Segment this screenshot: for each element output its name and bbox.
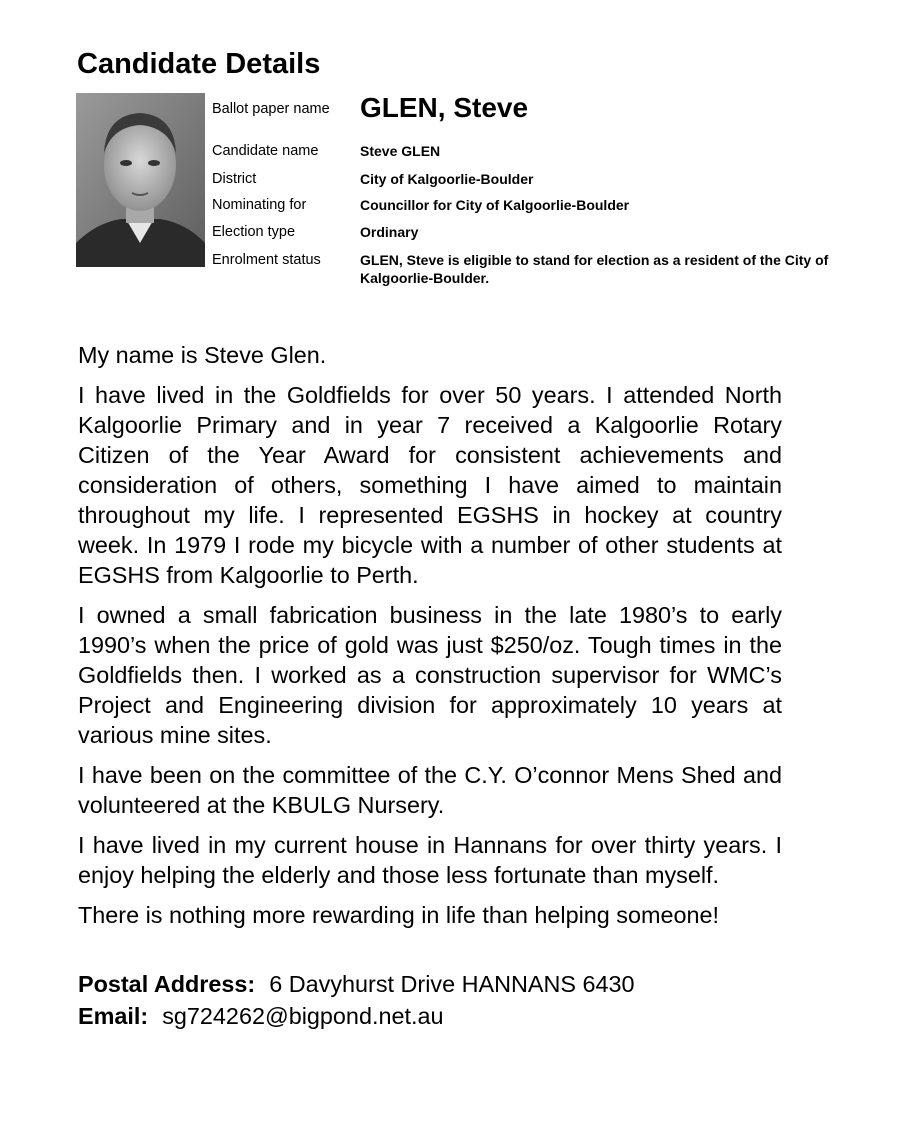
election-type-label: Election type [212,224,296,240]
ballot-name-label: Ballot paper name [212,101,330,117]
email-value[interactable]: sg724262@bigpond.net.au [162,1003,444,1029]
postal-address-label: Postal Address: [78,971,256,997]
candidate-photo [76,93,205,267]
bio-paragraph: My name is Steve Glen. [78,342,327,368]
candidate-statement [78,340,782,940]
contact-details [78,968,635,1032]
bio-paragraph: I have been on the committee of the C.Y. O’connor Mens Shed and volunteered at the KBULG Nursery. [78,762,782,818]
email-row [78,1000,635,1032]
bio-paragraph: I have lived in the Goldfields for over 50 years. I attended North Kalgoorlie Primary and in year 7 received a Kalgoorlie Rotary Citizen of the Year Award for consistent achievements and consideration of others, something I have aimed to maintain throughout my life. I represented EGSHS in hockey at country week. In 1979 I rode my bicycle with a number of other students at EGSHS from Kalgoorlie to Perth. [78,382,782,588]
enrolment-status-label: Enrolment status [212,252,321,268]
email-label: Email: [78,1003,149,1029]
ballot-name-value: GLEN, Steve [360,92,529,123]
bio-paragraph: There is nothing more rewarding in life than helping someone! [78,902,720,928]
bio-paragraph: I have lived in my current house in Hannans for over thirty years. I enjoy helping the elderly and those less fortunate than myself. [78,832,782,888]
postal-address-value: 6 Davyhurst Drive HANNANS 6430 [269,971,635,997]
page-title: Candidate Details [77,48,321,80]
election-type-value: Ordinary [360,224,419,240]
bio-paragraph: I owned a small fabrication business in the late 1980’s to early 1990’s when the price of gold was just $250/oz. Tough times in the Goldfields then. I worked as a construction supervisor for WMC’s Project and Engineering division for approximately 10 years at various mine sites. [78,602,782,748]
district-label: District [212,171,257,187]
nominating-for-label: Nominating for [212,197,307,213]
district-value: City of Kalgoorlie-Boulder [360,171,534,187]
candidate-name-value: Steve GLEN [360,143,441,159]
candidate-name-label: Candidate name [212,143,319,159]
postal-address-row [78,968,635,1000]
nominating-for-value: Councillor for City of Kalgoorlie-Boulder [360,197,630,213]
enrolment-status-value: GLEN, Steve is eligible to stand for election as a resident of the City of Kalgoorlie-Boulder. [360,252,829,286]
